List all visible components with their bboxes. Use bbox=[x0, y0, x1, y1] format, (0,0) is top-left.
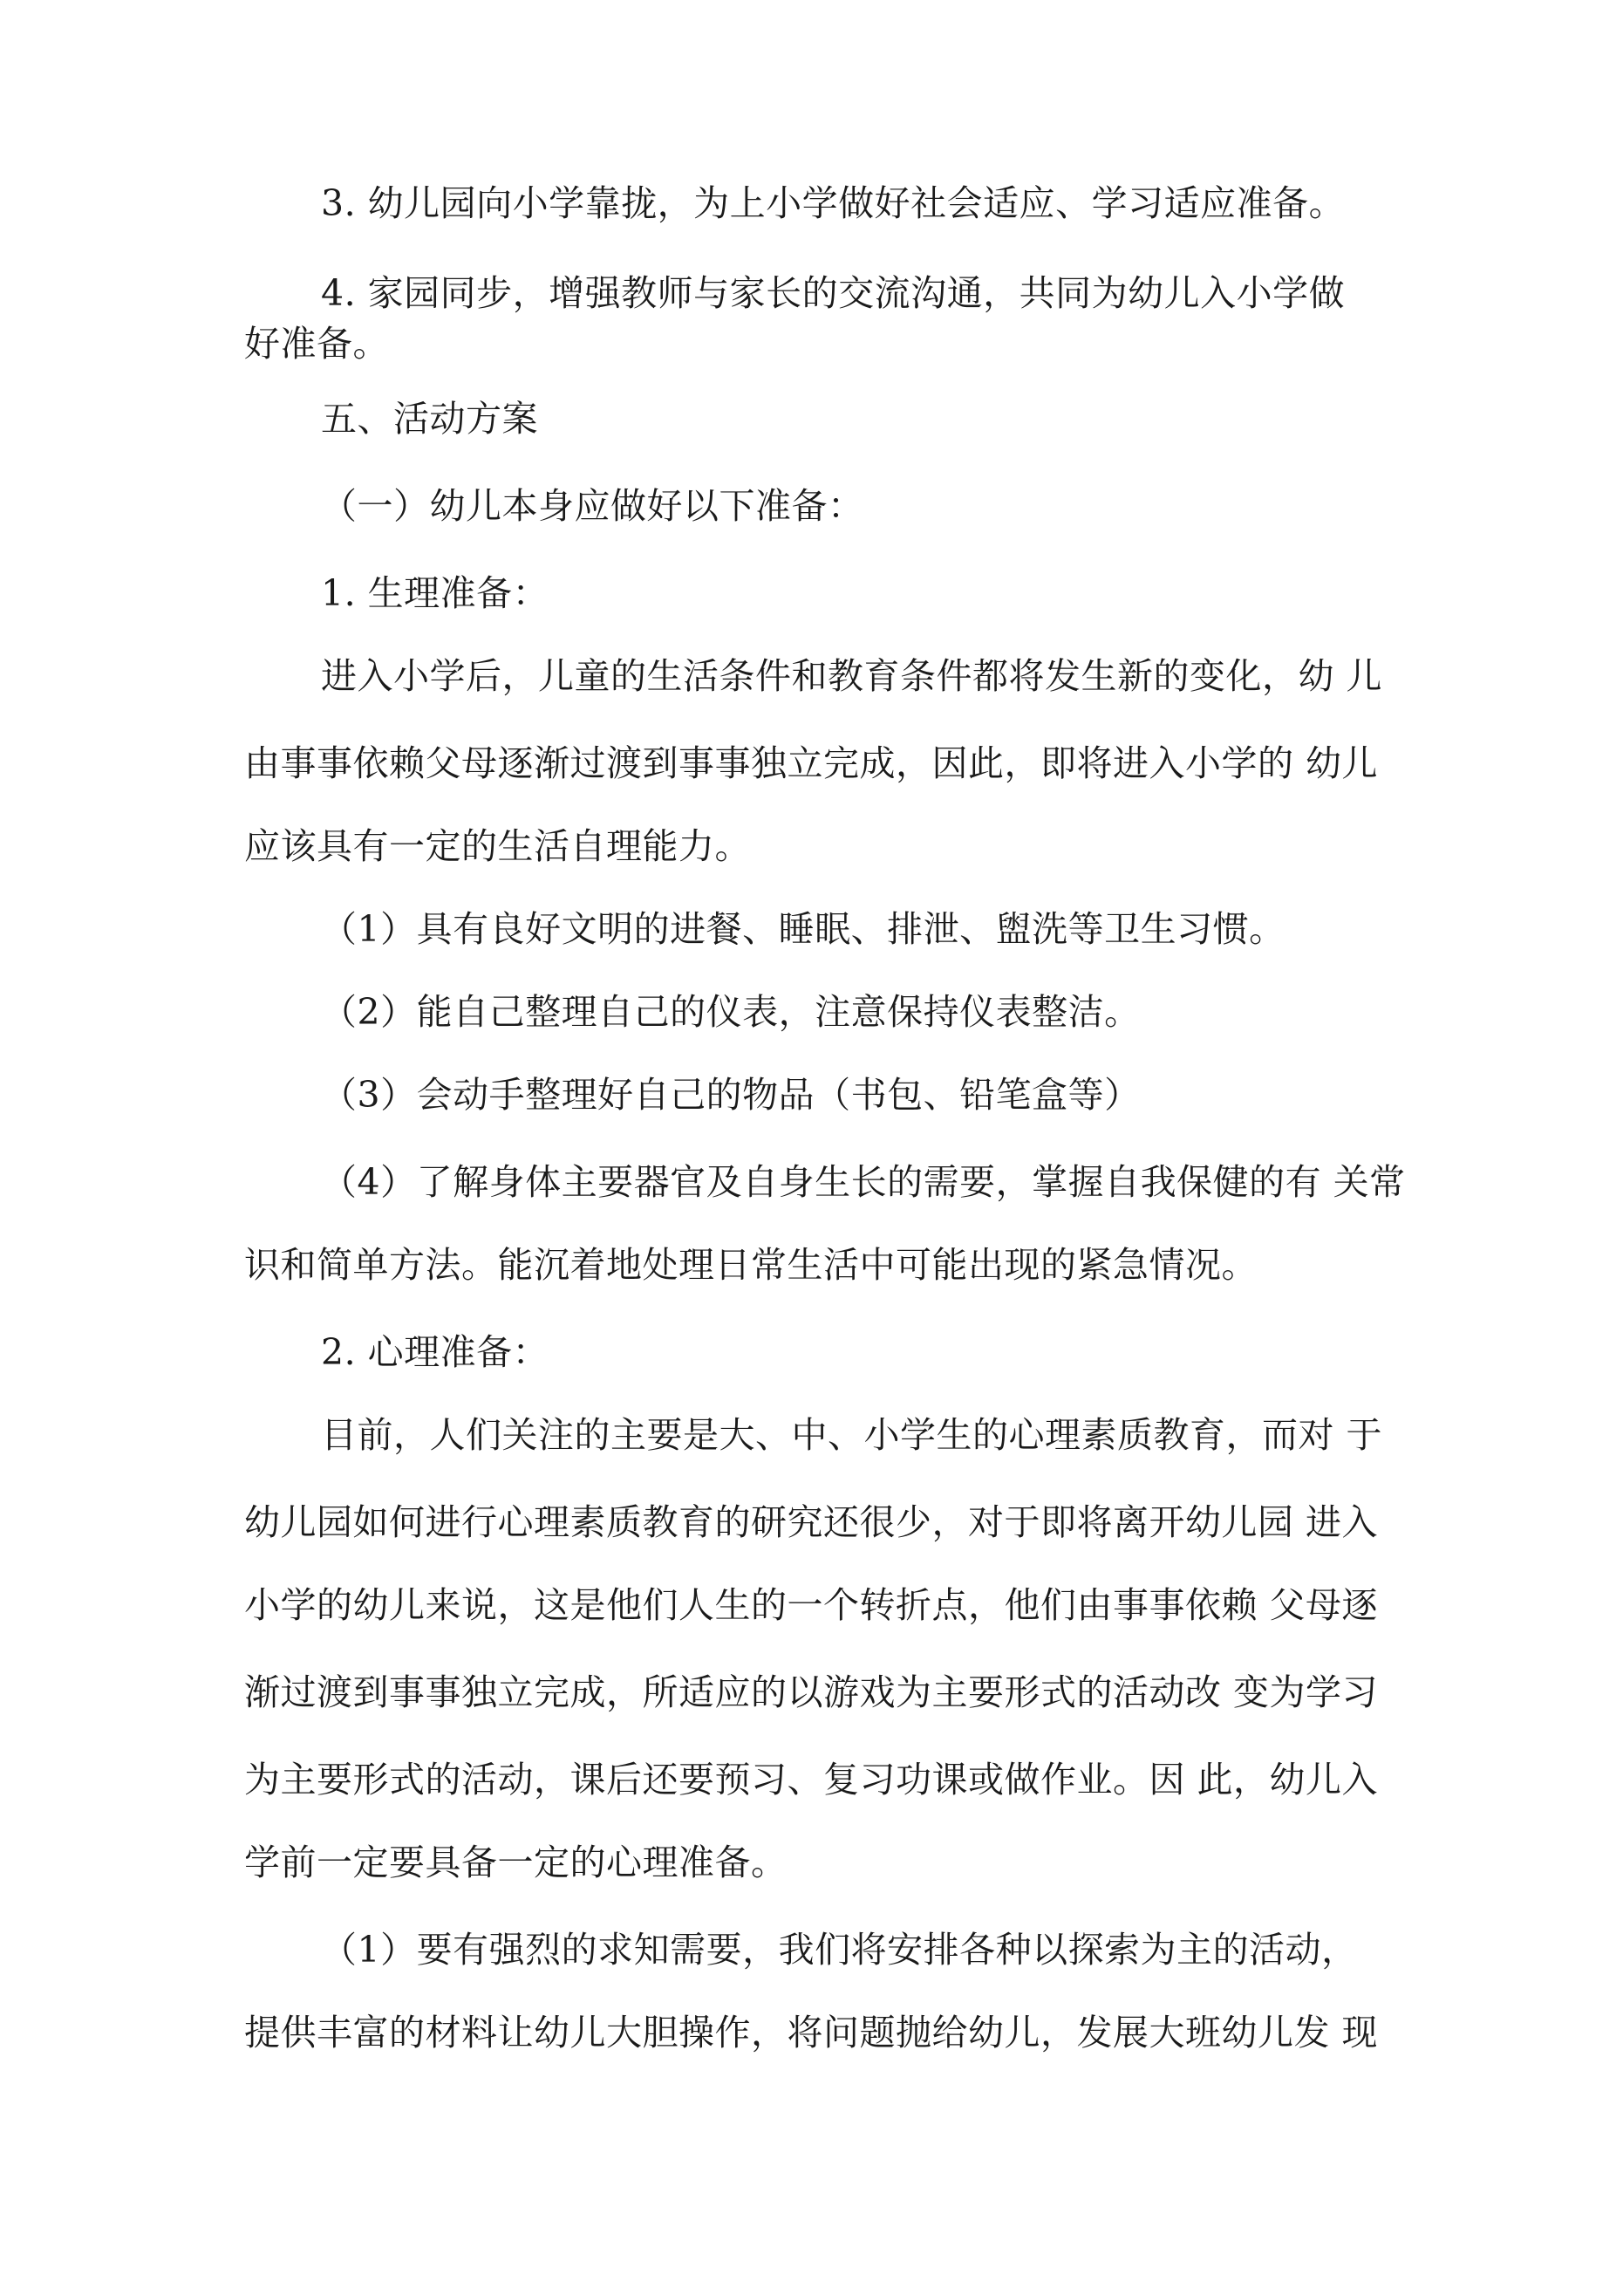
heading-psychological-preparation: 2. 心理准备： bbox=[321, 1331, 549, 1373]
list-item: （4）了解身体主要器官及自身生长的需要，掌握自我保健的有 关常 bbox=[321, 1161, 1406, 1203]
subsection-heading-child-preparation: （一）幼儿本身应做好以下准备： bbox=[321, 485, 864, 527]
paragraph-item-4-line-1: 4. 家园同步，增强教师与家长的交流沟通，共同为幼儿入小学做 bbox=[321, 272, 1346, 314]
paragraph-line: 学前一定要具备一定的心理准备。 bbox=[244, 1842, 788, 1883]
heading-physiological-preparation: 1. 生理准备： bbox=[321, 572, 549, 614]
paragraph-line: 进入小学后，儿童的生活条件和教育条件都将发生新的变化，幼 儿 bbox=[321, 655, 1383, 697]
paragraph-line: 渐过渡到事事独立完成，所适应的以游戏为主要形式的活动改 变为学习 bbox=[244, 1671, 1379, 1713]
list-item: （3）会动手整理好自己的物品（书包、铅笔盒等） bbox=[321, 1074, 1141, 1116]
list-item: （1）要有强烈的求知需要，我们将安排各种以探索为主的活动， bbox=[321, 1929, 1358, 1971]
list-item: （2）能自己整理自己的仪表，注意保持仪表整洁。 bbox=[321, 991, 1141, 1033]
paragraph-line: 由事事依赖父母逐渐过渡到事事独立完成，因此，即将进入小学的 幼儿 bbox=[244, 742, 1379, 784]
paragraph-line: 目前，人们关注的主要是大、中、小学生的心理素质教育，而对 于 bbox=[321, 1414, 1383, 1456]
paragraph-line: 为主要形式的活动，课后还要预习、复习功课或做作业。因 此，幼儿入 bbox=[244, 1759, 1379, 1801]
list-item-continuation: 识和简单方法。能沉着地处理日常生活中可能出现的紧急情况。 bbox=[244, 1244, 1258, 1286]
paragraph-item-3: 3. 幼儿园向小学靠拢，为上小学做好社会适应、学习适应准备。 bbox=[321, 182, 1346, 224]
paragraph-line: 幼儿园如何进行心理素质教育的研究还很少，对于即将离开幼儿园 进入 bbox=[244, 1501, 1379, 1543]
paragraph-item-4-line-2: 好准备。 bbox=[244, 323, 389, 365]
paragraph-line: 应该具有一定的生活自理能力。 bbox=[244, 825, 751, 867]
list-item-continuation: 提供丰富的材料让幼儿大胆操作，将问题抛给幼儿，发展大班幼儿发 现 bbox=[244, 2012, 1379, 2053]
paragraph-line: 小学的幼儿来说，这是他们人生的一个转折点，他们由事事依赖 父母逐 bbox=[244, 1584, 1379, 1626]
list-item: （1）具有良好文明的进餐、睡眠、排泄、盥洗等卫生习惯。 bbox=[321, 908, 1285, 950]
section-heading-activity-plan: 五、活动方案 bbox=[321, 398, 538, 440]
